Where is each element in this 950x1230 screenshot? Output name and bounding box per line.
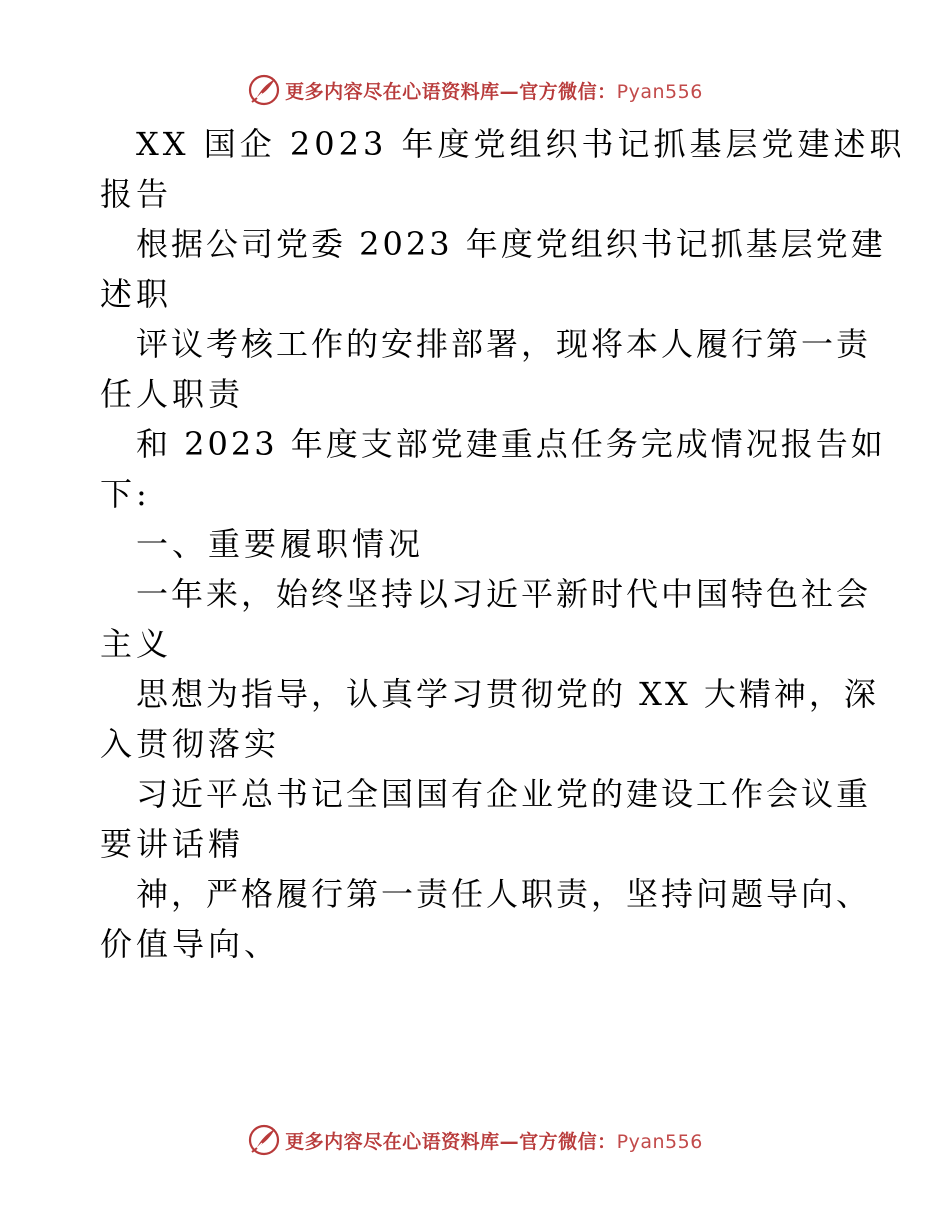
banner-caption: 更多内容尽在心语资料库—官方微信： <box>285 80 617 103</box>
banner-text <box>285 77 703 104</box>
paragraph-line: 入贯彻落实 <box>100 725 281 763</box>
paragraph-line: 要讲话精 <box>100 825 245 863</box>
document-body <box>100 119 906 969</box>
title-line-2: 报告 <box>100 175 173 213</box>
paragraph-line: 思想为指导，认真学习贯彻党的 XX 大精神，深 <box>136 675 879 713</box>
wechat-account: Pyan556 <box>616 1130 703 1153</box>
section-heading: 一、重要履职情况 <box>136 525 425 563</box>
header-banner <box>0 72 950 108</box>
quill-circle-icon <box>247 1123 281 1157</box>
banner-caption: 更多内容尽在心语资料库—官方微信： <box>285 1130 617 1153</box>
paragraph-line: 神，严格履行第一责任人职责，坚持问题导向、 <box>136 875 872 913</box>
quill-circle-icon <box>247 73 281 107</box>
paragraph-line: 和 2023 年度支部党建重点任务完成情况报告如 <box>136 425 886 463</box>
paragraph-line: 任人职责 <box>100 375 245 413</box>
banner-text <box>285 1127 703 1154</box>
paragraph-line: 一年来，始终坚持以习近平新时代中国特色社会 <box>136 575 872 613</box>
paragraph-line: 主义 <box>100 625 173 663</box>
paragraph-line: 述职 <box>100 275 173 313</box>
paragraph-line: 下: <box>100 475 151 513</box>
wechat-account: Pyan556 <box>616 80 703 103</box>
footer-banner <box>0 1122 950 1158</box>
title-line-1: XX 国企 2023 年度党组织书记抓基层党建述职 <box>136 125 906 163</box>
paragraph-line: 价值导向、 <box>100 925 281 963</box>
paragraph-line: 评议考核工作的安排部署，现将本人履行第一责 <box>136 325 872 363</box>
paragraph-line: 根据公司党委 2023 年度党组织书记抓基层党建 <box>136 225 886 263</box>
paragraph-line: 习近平总书记全国国有企业党的建设工作会议重 <box>136 775 872 813</box>
